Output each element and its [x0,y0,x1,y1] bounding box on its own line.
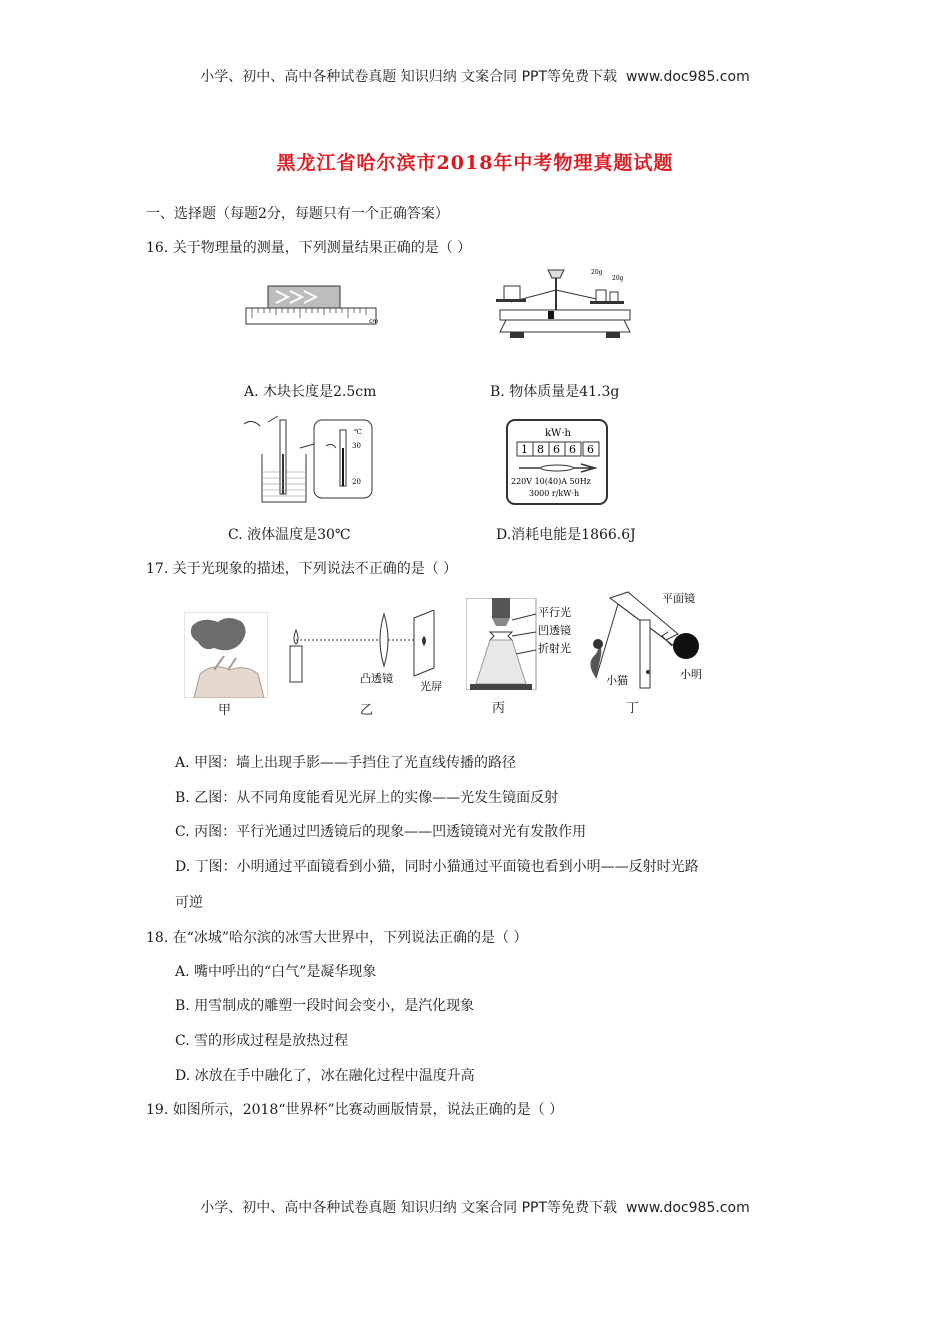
q16-option-a[interactable]: A. 木块长度是2.5cm [244,384,377,400]
meter-digit-3: 6 [553,443,560,456]
banner-text: 小学、初中、高中各种试卷真题 知识归纳 文案合同 PPT等免费下载 [200,69,618,85]
weight-label-1: 20g [591,269,603,276]
label-plane-mirror: 平面镜 [662,592,695,605]
q18-option-b[interactable]: B. 用雪制成的雕塑一段时间会变小，是汽化现象 [175,998,475,1014]
q16-stem: 16. 关于物理量的测量，下列测量结果正确的是（ ） [146,240,472,256]
ruler-figure [244,284,386,332]
label-convex-lens: 凸透镜 [360,672,393,685]
ruler-unit: cm [369,318,379,325]
thermometer-figure [238,414,380,506]
meter-unit: kW·h [545,428,571,439]
q18-option-c[interactable]: C. 雪的形成过程是放热过程 [175,1033,349,1049]
label-parallel-light: 平行光 [538,606,571,619]
q17-option-b[interactable]: B. 乙图：从不同角度能看见光屏上的实像——光发生镜面反射 [175,790,559,806]
fig-label-bing: 丙 [492,701,506,716]
top-banner [0,66,950,86]
q18-stem: 18. 在“冰城”哈尔滨的冰雪大世界中，下列说法正确的是（ ） [146,930,528,946]
label-xiaoming: 小明 [680,668,702,681]
thermo-unit: ℃ [354,428,362,436]
weight-label-2: 20g [612,275,624,282]
banner-url[interactable]: www.doc985.com [625,69,750,85]
q17-option-d[interactable]: D. 丁图：小明通过平面镜看到小猫，同时小猫通过平面镜也看到小明——反射时光路 [175,859,699,875]
hand-shadow-figure [184,612,268,698]
label-cat: 小猫 [606,674,628,687]
fig-label-jia: 甲 [218,703,232,718]
fig-label-yi: 乙 [360,703,374,718]
banner-text-bottom: 小学、初中、高中各种试卷真题 知识归纳 文案合同 PPT等免费下载 [200,1200,618,1216]
balance-figure [490,266,640,342]
meter-rate: 3000 r/kW·h [529,489,580,498]
thermo-tick-20: 20 [352,478,361,486]
bottom-banner [0,1197,950,1217]
meter-digit-5: 6 [587,443,594,456]
q16-option-c[interactable]: C. 液体温度是30℃ [228,527,351,543]
page-title: 黑龙江省哈尔滨市2018年中考物理真题试题 [276,152,674,174]
q18-option-a[interactable]: A. 嘴中呼出的“白气”是凝华现象 [175,964,377,980]
thermo-tick-30: 30 [352,442,361,450]
q18-option-d[interactable]: D. 冰放在手中融化了，冰在融化过程中温度升高 [175,1068,475,1084]
fig-label-ding: 丁 [626,701,640,716]
meter-spec: 220V 10(40)A 50Hz [511,477,591,486]
meter-digit-1: 1 [521,443,528,456]
label-concave-lens: 凹透镜 [538,624,571,637]
banner-url-bottom[interactable]: www.doc985.com [625,1200,750,1216]
q16-option-d[interactable]: D.消耗电能是1866.6J [496,527,636,543]
meter-digit-4: 6 [569,443,576,456]
q17-option-a[interactable]: A. 甲图：墙上出现手影——手挡住了光直线传播的路径 [175,755,517,771]
q17-stem: 17. 关于光现象的描述，下列说法不正确的是（ ） [146,561,458,577]
section-heading: 一、选择题（每题2分，每题只有一个正确答案） [146,206,449,222]
energy-meter-figure [505,418,609,506]
label-refracted-light: 折射光 [538,642,571,655]
plane-mirror-figure [566,588,716,694]
q17-option-c[interactable]: C. 丙图：平行光通过凹透镜后的现象——凹透镜镜对光有发散作用 [175,824,587,840]
q19-stem: 19. 如图所示，2018“世界杯”比赛动画版情景，说法正确的是（ ） [146,1102,564,1118]
convex-lens-figure [284,610,452,694]
meter-digit-2: 8 [537,443,544,456]
q17-option-d-continued: 可逆 [175,895,203,911]
q16-option-b[interactable]: B. 物体质量是41.3g [490,384,620,400]
label-screen: 光屏 [420,680,442,693]
